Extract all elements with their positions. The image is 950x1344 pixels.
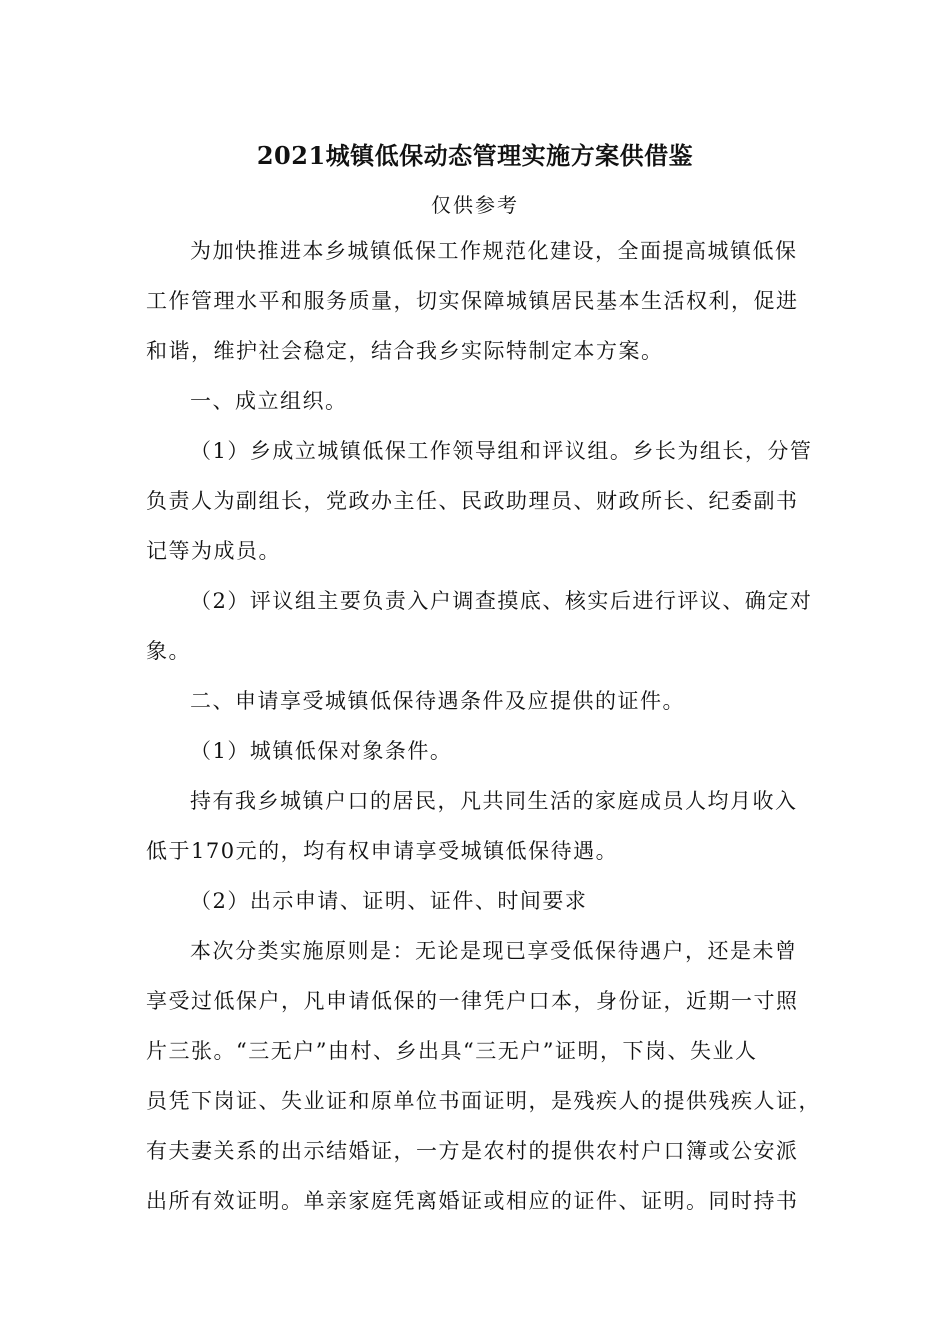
document-subtitle: 仅供参考 (431, 193, 519, 217)
paragraph-line: （2）出示申请、证明、证件、时间要求 (190, 889, 588, 913)
paragraph-line: 为加快推进本乡城镇低保工作规范化建设，全面提高城镇低保 (190, 239, 798, 263)
paragraph-line: 片三张。“三无户”由村、乡出具“三无户”证明，下岗、失业人 (146, 1039, 758, 1063)
paragraph-line: 员凭下岗证、失业证和原单位书面证明，是残疾人的提供残疾人证， (146, 1089, 821, 1113)
section-heading: 一、成立组织。 (190, 389, 348, 413)
paragraph-line: 低于170元的，均有权申请享受城镇低保待遇。 (146, 839, 619, 863)
paragraph-line: （1）城镇低保对象条件。 (190, 739, 453, 763)
paragraph-line: 工作管理水平和服务质量，切实保障城镇居民基本生活权利，促进 (146, 289, 799, 313)
document-title: 2021城镇低保动态管理实施方案供借鉴 (256, 141, 694, 170)
paragraph-line: 出所有效证明。单亲家庭凭离婚证或相应的证件、证明。同时持书 (146, 1189, 799, 1213)
paragraph-line: （1）乡成立城镇低保工作领导组和评议组。乡长为组长，分管 (190, 439, 813, 463)
paragraph-line: 持有我乡城镇户口的居民，凡共同生活的家庭成员人均月收入 (190, 789, 798, 813)
paragraph-line: 享受过低保户，凡申请低保的一律凭户口本，身份证，近期一寸照 (146, 989, 799, 1013)
section-heading: 二、申请享受城镇低保待遇条件及应提供的证件。 (190, 689, 685, 713)
paragraph-line: 本次分类实施原则是：无论是现已享受低保待遇户，还是未曾 (190, 939, 798, 963)
paragraph-line: （2）评议组主要负责入户调查摸底、核实后进行评议、确定对 (190, 589, 813, 613)
paragraph-line: 负责人为副组长，党政办主任、民政助理员、财政所长、纪委副书 (146, 489, 799, 513)
paragraph-line: 象。 (146, 639, 191, 663)
paragraph-line: 有夫妻关系的出示结婚证，一方是农村的提供农村户口簿或公安派 (146, 1139, 799, 1163)
paragraph-line: 和谐，维护社会稳定，结合我乡实际特制定本方案。 (146, 339, 664, 363)
paragraph-line: 记等为成员。 (146, 539, 281, 563)
